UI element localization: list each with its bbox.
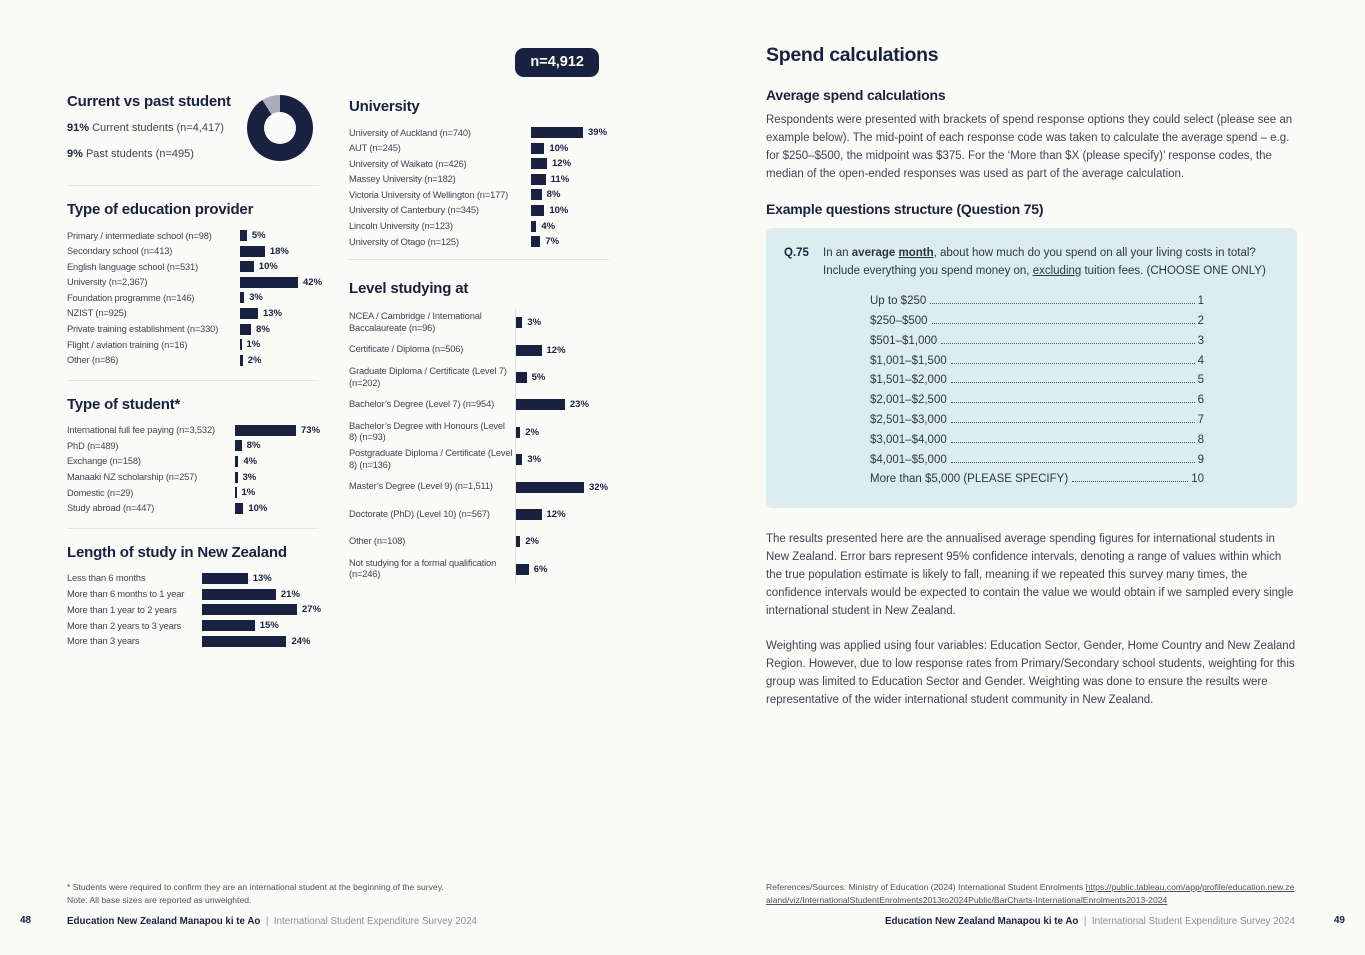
bar-row [67,355,319,366]
bar-row [349,174,609,185]
bar-cell [531,236,559,247]
paragraph-results: The results presented here are the annualised average spending figures for international students in New Zealand. Error bars represent 95% confidence intervals, denoting a range of values within which the true population estimate is likely to fall, meaning if we repeated this survey many times, the confidence intervals would be expected to contain the value we would obtain if we sampled every single international student in New Zealand. [766,533,1294,617]
bar [240,261,254,272]
bar-cell [531,205,568,216]
bar-row [349,143,609,154]
bar-label: AUT (n=245) [349,143,401,154]
bar-cell [515,528,609,555]
bar-value: 13% [262,307,282,319]
bar-row [349,236,609,247]
bar-value: 42% [303,276,323,288]
bar [531,158,547,169]
bar-value: 15% [259,620,279,632]
bar-label: More than 1 year to 2 years [67,604,177,615]
stat-current-label: Current students (n=4,417) [89,122,224,134]
bar-value: 32% [589,481,609,493]
bar-value: 11% [550,173,570,185]
bar-label: NZIST (n=925) [67,308,127,319]
bar-cell [515,419,609,446]
bar-label: University of Otago (n=125) [349,236,459,247]
chart-rows [67,230,323,366]
dot-leader [951,382,1195,383]
bar [202,589,276,600]
bar-cell [202,636,310,647]
footer-separator: | [260,916,274,927]
stat-current-pct: 91% [67,122,90,134]
chart-university [349,98,609,247]
bar-row [349,391,609,418]
bar-row [67,276,323,288]
bar-row [67,246,319,257]
footer-brand: Education New Zealand Manapou ki te Ao [67,916,261,927]
response-option [870,352,1204,372]
bar-value: 73% [301,424,321,436]
bar [202,573,248,584]
bar-row [67,604,322,616]
bar-row [67,503,319,514]
response-option-code: 8 [1197,433,1204,446]
response-option [870,411,1204,431]
bar [240,230,247,241]
bar-row [349,501,609,528]
page-title: Spend calculations [766,44,939,66]
response-option-label: $3,001–$4,000 [870,433,947,446]
question-line-1: In an average month, about how much do you spend on all your living costs in total? [823,246,1256,259]
page-number-right: 49 [1333,915,1345,926]
bar-value: 10% [549,142,569,154]
question-example-box [766,228,1297,508]
dot-leader [951,402,1195,403]
bar-cell [531,174,569,185]
bar-cell [202,620,279,631]
bar-value: 6% [533,563,548,575]
bar-value: 12% [546,508,566,520]
bar-cell [235,456,257,467]
bar-label: Certificate / Diploma (n=506) [349,344,464,355]
footer-right [885,916,1295,927]
donut-chart [247,95,313,161]
response-option [870,470,1204,490]
bar-cell [235,440,260,451]
bar-value: 12% [552,158,572,170]
bar [516,317,522,328]
bar [516,509,542,520]
response-option-label: $501–$1,000 [870,334,938,347]
bar-cell [531,189,560,200]
bar-label: Massey University (n=182) [349,174,456,185]
bar [516,372,527,383]
bar-row [67,620,319,631]
bar-label: Study abroad (n=447) [67,503,155,514]
response-option [870,371,1204,391]
bar [516,399,565,410]
bar-row [349,189,609,200]
bar-label: University of Canterbury (n=345) [349,205,479,216]
bar-row [67,339,319,350]
bar-cell [240,261,278,272]
bar-cell [515,446,609,473]
bar-value: 5% [251,230,266,241]
bar-label: NCEA / Cambridge / International Baccalaureate (n=96) [349,311,482,333]
bar [516,427,520,438]
response-option [870,451,1204,471]
bar-value: 13% [252,572,272,584]
bar-cell [515,391,609,418]
bar-cell [515,556,609,583]
dot-leader [1072,481,1188,482]
chart-rows [67,425,319,514]
bar-label: Less than 6 months [67,573,146,584]
bar-label: Domestic (n=29) [67,487,134,498]
bar-label: Lincoln University (n=123) [349,221,453,232]
bar-row [67,487,319,498]
bar-row [349,419,609,446]
response-option-code: 5 [1197,374,1204,387]
bar-row [67,440,319,451]
bar-label: University (n=2,367) [67,277,148,288]
response-option-label: $2,001–$2,500 [870,394,947,407]
bar-label: More than 3 years [67,636,140,647]
dot-leader [930,303,1194,304]
bar-row [349,221,609,232]
bar [531,189,542,200]
dot-leader [951,422,1195,423]
bar-value: 24% [291,635,311,647]
bar-row [349,205,609,216]
bar-label: Primary / intermediate school (n=98) [67,230,212,241]
section-title-type-of-student: Type of student* [67,395,181,413]
subheading-average-spend: Average spend calculations [766,87,946,103]
stat-past-label: Past students (n=495) [82,148,194,160]
response-option-label: $2,501–$3,000 [870,413,947,426]
response-option-code: 3 [1197,334,1204,347]
sample-size-badge: n=4,912 [515,48,599,77]
bar-row [349,337,609,364]
bar-value: 39% [588,127,608,138]
bar [531,143,544,154]
bar-value: 5% [531,372,546,384]
page-number-left: 48 [20,915,32,926]
bar-value: 1% [246,339,261,351]
donut-hole [264,112,296,144]
question-header [784,245,1275,281]
footer-left [67,916,477,927]
bar-label: PhD (n=489) [67,440,119,451]
bar-label: Bachelor’s Degree (Level 7) (n=954) [349,399,495,410]
bar-row [67,230,319,241]
bar-label: Exchange (n=158) [67,456,141,467]
bar-row [349,528,609,555]
question-number: Q.75 [784,246,809,259]
bar-value: 21% [280,588,300,600]
bar-label: Manaaki NZ scholarship (n=257) [67,472,198,483]
response-option-label: $4,001–$5,000 [870,453,947,466]
bar-value: 2% [525,536,539,548]
bar [531,205,544,216]
divider [67,185,319,186]
bar-value: 23% [569,399,589,411]
bar-cell [240,308,282,319]
response-option-label: More than $5,000 (PLEASE SPECIFY) [870,473,1069,486]
response-option-code: 6 [1197,394,1204,407]
bar-value: 4% [243,455,258,467]
bar-label: Private training establishment (n=330) [67,324,219,335]
bar-value: 4% [541,220,556,232]
bar [235,487,237,498]
bar-value: 3% [249,292,263,304]
bar-label: Other (n=86) [67,355,119,366]
bar-value: 27% [302,604,322,616]
bar-cell [515,501,609,528]
bar-row [67,472,319,483]
chart-rows [67,572,322,647]
bar-row [67,324,319,335]
bar-cell [531,158,571,169]
response-option [870,332,1204,352]
bar-value: 1% [241,487,256,499]
bar [240,246,265,257]
bar [531,174,546,185]
bar-cell [235,487,255,498]
bar-value: 8% [246,440,261,452]
section-title-university: University [349,98,420,115]
bar-label: University of Waikato (n=426) [349,158,467,169]
response-option-label: $1,001–$1,500 [870,354,947,367]
bar-cell [240,230,266,241]
bar-cell [240,355,261,366]
bar-cell [240,324,270,335]
response-option-code: 1 [1197,295,1204,308]
section-title-education-provider: Type of education provider [67,201,254,218]
bar [240,308,258,319]
bar [240,339,242,350]
bar-label: More than 6 months to 1 year [67,589,185,600]
bar-cell [515,309,609,336]
bar [516,536,520,547]
bar [235,472,238,483]
question-text [823,245,1275,281]
bar [240,292,244,303]
response-option [870,391,1204,411]
bar-label: Postgraduate Diploma / Certificate (Level 8) (n=136) [349,448,513,470]
bar-row [67,308,319,319]
dot-leader [951,442,1195,443]
bar-cell [235,472,256,483]
bar-row [349,473,609,500]
dot-leader [951,462,1195,463]
bar [531,236,540,247]
bar [240,355,243,366]
subheading-example-questions: Example questions structure (Question 75) [766,200,1044,217]
bar-label: Victoria University of Wellington (n=177) [349,189,509,200]
bar-cell [515,473,609,500]
middle-column [349,40,609,583]
dot-leader [932,323,1195,324]
response-option [870,292,1204,312]
bar-cell [531,221,555,232]
bar-value: 3% [242,471,257,483]
response-option-label: $1,501–$2,000 [870,374,947,387]
bar [516,482,584,493]
bar-row [67,261,319,272]
chart-rows [349,127,609,247]
bar-row [67,456,319,467]
response-option-code: 10 [1191,473,1204,486]
paragraph-weighting: Weighting was applied using four variables: Education Sector, Gender, Home Country and New Zealand Region. However, due to low response rates from Primary/Secondary school students, weighting for this group was limited to Education Sector and Gender. Weighting was done to ensure the results were representative of the wider international student community in New Zealand. [766,639,1296,706]
response-option-code: 4 [1197,354,1204,367]
bar-value: 10% [549,204,569,216]
response-options-list [870,292,1204,490]
bar-cell [531,127,607,138]
response-option-code: 2 [1197,315,1204,328]
paragraph-average-spend: Respondents were presented with brackets of spend response options they could select (please see an example below). The mid-point of each response code was taken to calculate the average spend – e.g. for $250–$500, the midpoint was $375. For the ‘More than $X (please specify)’ response codes, the median of the open-ended responses was used as part of the average calculation. [766,114,1293,180]
divider [67,380,319,381]
bar-cell [240,246,289,257]
bar [235,456,238,467]
footer-survey-title: International Student Expenditure Survey 2024 [1091,916,1295,927]
response-option-code: 9 [1197,453,1204,466]
bar-label: Secondary school (n=413) [67,246,173,257]
response-option-code: 7 [1197,413,1204,426]
bar-row [67,589,319,600]
bar-value: 18% [269,245,289,257]
footer-separator: | [1078,916,1092,927]
bar-cell [235,503,267,514]
references-link[interactable]: https://public.tableau.com/app/profile/education.new.zealand/viz/InternationalStudentEnrolments2013to2024Public/BarCharts-InternationalEnrolments2013-2024 [766,882,1295,906]
footer-survey-title: International Student Expenditure Survey 2024 [273,916,478,927]
chart-type-of-student [67,396,319,514]
bar-cell [202,589,300,600]
bar-cell [240,339,260,350]
left-footnote [67,881,497,908]
stat-past-pct: 9% [67,148,83,160]
footer-brand: Education New Zealand Manapou ki te Ao [884,916,1079,927]
response-option-label: $250–$500 [870,315,928,328]
bar [516,345,542,356]
section-title-level-studying-at: Level studying at [349,280,469,298]
footnote-line-2: Note: All base sizes are reported as unweighted. [67,895,252,906]
response-option-label: Up to $250 [870,295,927,308]
bar-row [349,364,609,391]
bar-cell [531,143,568,154]
dot-leader [941,343,1194,344]
bar-row [67,292,319,303]
bar-label: Flight / aviation training (n=16) [67,339,188,350]
bar-value: 7% [545,236,560,248]
bar-value: 10% [248,502,268,514]
chart-rows [349,309,609,583]
bar-row [349,158,609,169]
bar-label: Other (n=108) [349,536,406,547]
bar [202,604,297,615]
divider [349,259,609,260]
bar-row [349,309,609,336]
bar [240,277,298,288]
dot-leader [951,363,1195,364]
left-column [67,93,323,652]
bar-value: 2% [247,354,262,366]
divider [67,528,319,529]
section-current-vs-past [67,93,319,171]
bar-label: Bachelor’s Degree with Honours (Level 8) (n=93) [349,420,505,443]
bar-cell [515,364,609,391]
bar [235,503,243,514]
chart-level-studying-at [349,280,609,583]
bar-label: International full fee paying (n=3,532) [67,425,215,436]
bar-row [67,573,319,584]
bar [516,454,522,465]
bar [235,425,296,436]
bar-label: Not studying for a formal qualification (n=246) [349,557,497,580]
bar-cell [240,292,263,303]
bar [235,440,242,451]
references-text: References/Sources: Ministry of Education (2024) International Student Enrolments [766,882,1086,892]
bar [531,127,583,138]
right-page [766,44,1297,726]
bar-row [67,425,319,436]
bar-cell [202,573,272,584]
bar [202,620,255,631]
bar [531,221,536,232]
bar-value: 3% [527,454,542,466]
footnote-line-1: * Students were required to confirm they are an international student at the beginning of the survey. [67,882,444,892]
bar [202,636,286,647]
bar-row [67,636,319,647]
section-title-length-of-study: Length of study in New Zealand [67,543,287,561]
bar-cell [235,425,320,436]
bar-label: Graduate Diploma / Certificate (Level 7) (n=202) [349,365,507,388]
bar-label: Master’s Degree (Level 9) (n=1,511) [349,481,493,492]
bar-label: Doctorate (PhD) (Level 10) (n=567) [349,508,490,519]
bar-label: University of Auckland (n=740) [349,127,471,138]
bar-value: 12% [546,344,566,356]
bar-row [349,127,609,138]
response-option [870,312,1204,332]
bar-label: English language school (n=531) [67,261,199,272]
bar-cell [202,604,321,615]
bar [240,324,251,335]
bar-value: 10% [258,261,278,273]
bar-value: 3% [527,317,542,329]
bar-row [349,556,609,583]
bar-cell [515,337,609,364]
chart-education-provider [67,201,323,366]
bar-row [349,446,609,473]
bar-value: 8% [546,189,561,201]
bar-label: Foundation programme (n=146) [67,292,195,303]
chart-length-of-study [67,543,322,647]
bar [516,564,529,575]
response-option [870,431,1204,451]
bar-value: 8% [256,323,270,335]
references [766,881,1299,908]
question-line-2: Include everything you spend money on, excluding tuition fees. (CHOOSE ONE ONLY) [823,264,1266,277]
section-title-current-vs-past: Current vs past student [67,93,231,110]
bar-label: More than 2 years to 3 years [67,620,182,631]
bar-value: 2% [525,426,539,438]
bar-cell [240,277,322,288]
